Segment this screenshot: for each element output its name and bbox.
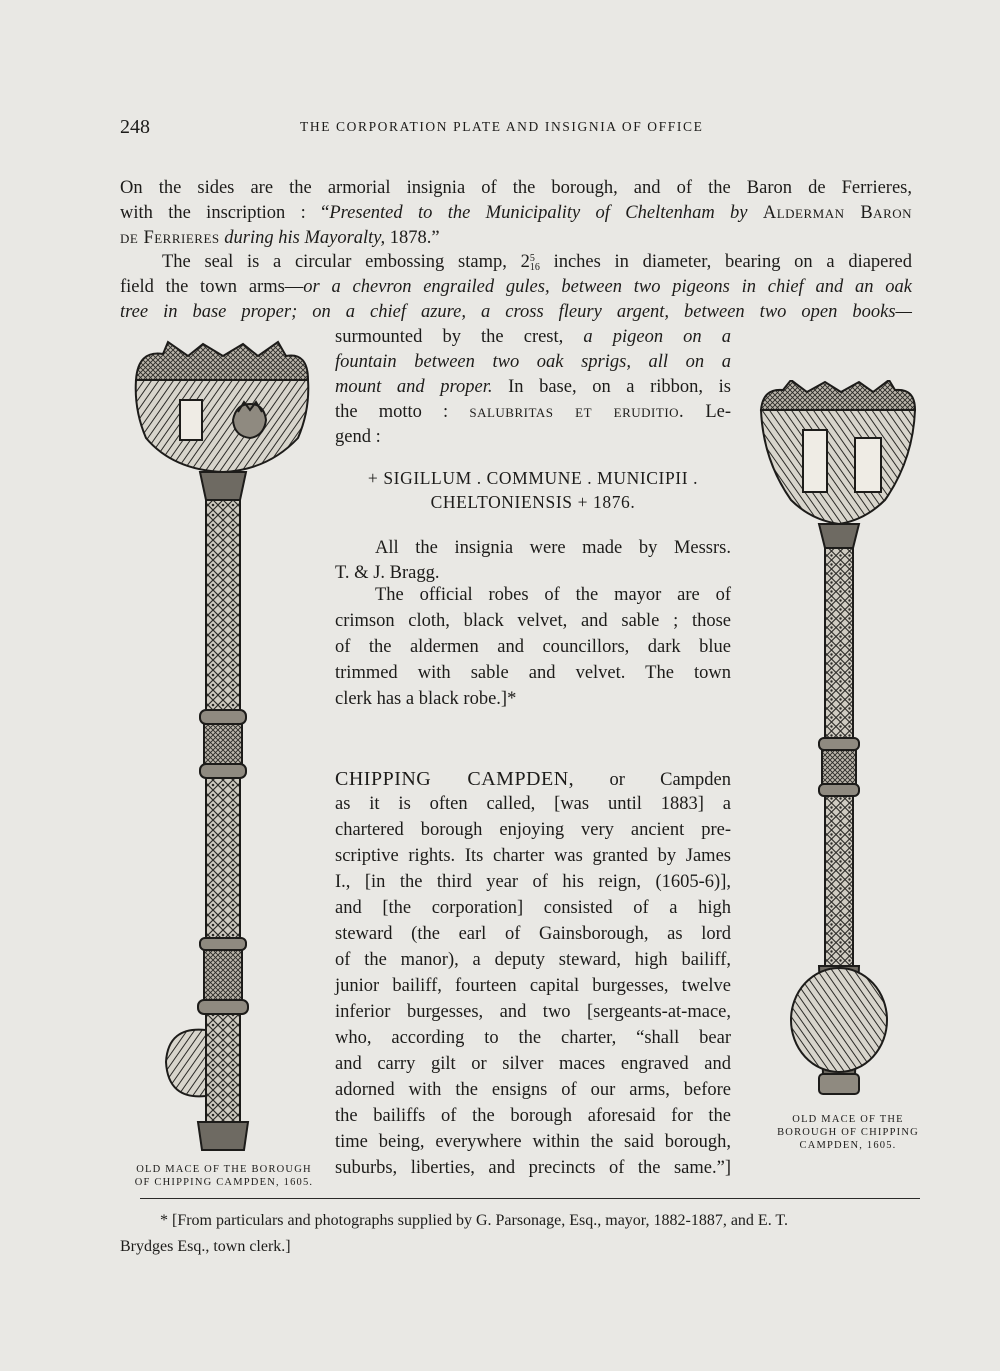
- italic-text: Presented to the Municipality of Cheltenham by: [329, 203, 748, 223]
- mace-flange: [166, 1030, 206, 1097]
- smallcaps-text: de Ferrieres: [120, 228, 220, 248]
- footnote-rule: [140, 1198, 920, 1199]
- text-line: All the insignia were made by Messrs.: [375, 538, 731, 558]
- page-header: [120, 116, 920, 142]
- text-span: field the town arms—: [120, 277, 304, 297]
- fraction-denominator: 16: [529, 261, 540, 273]
- smallcaps-text: salubritas et eruditio.: [469, 402, 685, 422]
- text-line: trimmed with sable and velvet. The town: [335, 663, 731, 683]
- text-line: junior bailiff, fourteen capital burgesses, twelve: [335, 976, 731, 996]
- text-line: crimson cloth, black velvet, and sable ; those: [335, 611, 731, 631]
- footnote-line: * [From particulars and photographs supplied by G. Parsonage, Esq., mayor, 1882-1887, and E. T.: [160, 1212, 788, 1229]
- italic-text: or a chevron engrailed gules, between two pigeons in chief and an oak: [303, 277, 912, 297]
- text-span: or Campden: [609, 770, 732, 790]
- section-heading: CHIPPING CAMPDEN,: [335, 768, 575, 790]
- text-line: inferior burgesses, and two [sergeants-at-mace,: [335, 1002, 731, 1022]
- seal-legend: + SIGILLUM . COMMUNE . MUNICIPII .: [367, 468, 699, 488]
- text-span: surmounted by the crest,: [335, 327, 564, 347]
- italic-text: a pigeon on a: [583, 327, 732, 347]
- text-line: steward (the earl of Gainsborough, as lord: [335, 924, 731, 944]
- running-head: THE CORPORATION PLATE AND INSIGNIA OF OFFICE: [300, 119, 704, 134]
- mace-head-knob: [791, 968, 887, 1094]
- right-mace-caption: [768, 1113, 928, 1152]
- caption-line: OLD MACE OF THE: [792, 1114, 904, 1125]
- text-line: as it is often called, [was until 1883] a: [335, 794, 731, 814]
- text-span: with the inscription : “: [120, 203, 330, 223]
- text-line: T. & J. Bragg.: [335, 563, 440, 583]
- footnote-line: Brydges Esq., town clerk.]: [120, 1238, 291, 1255]
- text-span: In base, on a ribbon, is: [508, 377, 731, 397]
- right-mace-illustration: [755, 380, 925, 1098]
- text-line: [120, 300, 912, 324]
- italic-text: fountain between two oak sprigs, all on a: [335, 352, 731, 372]
- text-line: [120, 226, 440, 250]
- text-line: gend :: [335, 427, 381, 447]
- text-line: chartered borough enjoying very ancient pre-: [335, 820, 731, 840]
- text-line: The official robes of the mayor are of: [375, 585, 731, 605]
- page-number: 248: [120, 116, 150, 138]
- text-line: [335, 350, 731, 374]
- smallcaps-text: Alderman Baron: [762, 203, 913, 223]
- text-span: Le-: [705, 402, 732, 422]
- text-line: [335, 767, 731, 792]
- left-mace-caption: [128, 1163, 320, 1189]
- seal-legend: CHELTONIENSIS + 1876.: [430, 492, 636, 512]
- italic-text: mount and proper.: [335, 377, 493, 397]
- text-line: suburbs, liberties, and precincts of the same.”]: [335, 1158, 731, 1178]
- text-span: 1878.”: [389, 228, 440, 248]
- fraction: [530, 254, 540, 272]
- text-line: time being, everywhere within the said borough,: [335, 1132, 731, 1152]
- text-line: adorned with the ensigns of our arms, before: [335, 1080, 731, 1100]
- text-line: who, according to the charter, “shall bear: [335, 1028, 731, 1048]
- text-line: scriptive rights. Its charter was granted by James: [335, 846, 731, 866]
- left-mace-illustration: [128, 340, 318, 1165]
- text-line: of the manor), a deputy steward, high bailiff,: [335, 950, 731, 970]
- text-line: [162, 250, 912, 274]
- mace-crown: [761, 380, 915, 524]
- text-span: the motto :: [335, 402, 449, 422]
- caption-line: BOROUGH OF CHIPPING: [777, 1127, 919, 1138]
- text-line: and carry gilt or silver maces engraved and: [335, 1054, 731, 1074]
- text-line: the bailiffs of the borough aforesaid for the: [335, 1106, 731, 1126]
- text-span: The seal is a circular embossing stamp, 2: [162, 252, 530, 272]
- text-line: [120, 275, 912, 299]
- fraction-numerator: 5: [529, 252, 535, 264]
- text-line: [335, 375, 731, 399]
- text-line: and [the corporation] consisted of a high: [335, 898, 731, 918]
- text-span: inches in diameter, bearing on a diapered: [553, 252, 913, 272]
- caption-line: OF CHIPPING CAMPDEN, 1605.: [134, 1177, 314, 1188]
- text-line: I., [in the third year of his reign, (1605-6)],: [335, 872, 731, 892]
- italic-text: tree in base proper; on a chief azure, a cross fleury argent, between two open books—: [120, 302, 912, 322]
- text-line: of the aldermen and councillors, dark blue: [335, 637, 731, 657]
- text-line: On the sides are the armorial insignia of the borough, and of the Baron de Ferrieres,: [120, 178, 912, 198]
- text-line: [335, 400, 731, 424]
- text-line: [120, 201, 912, 225]
- text-line: clerk has a black robe.]*: [335, 689, 517, 709]
- italic-text: during his Mayoralty,: [224, 228, 386, 248]
- mace-crown: [136, 342, 309, 472]
- caption-line: OLD MACE OF THE BOROUGH: [136, 1164, 312, 1175]
- text-line: [335, 325, 731, 349]
- caption-line: CAMPDEN, 1605.: [799, 1140, 897, 1151]
